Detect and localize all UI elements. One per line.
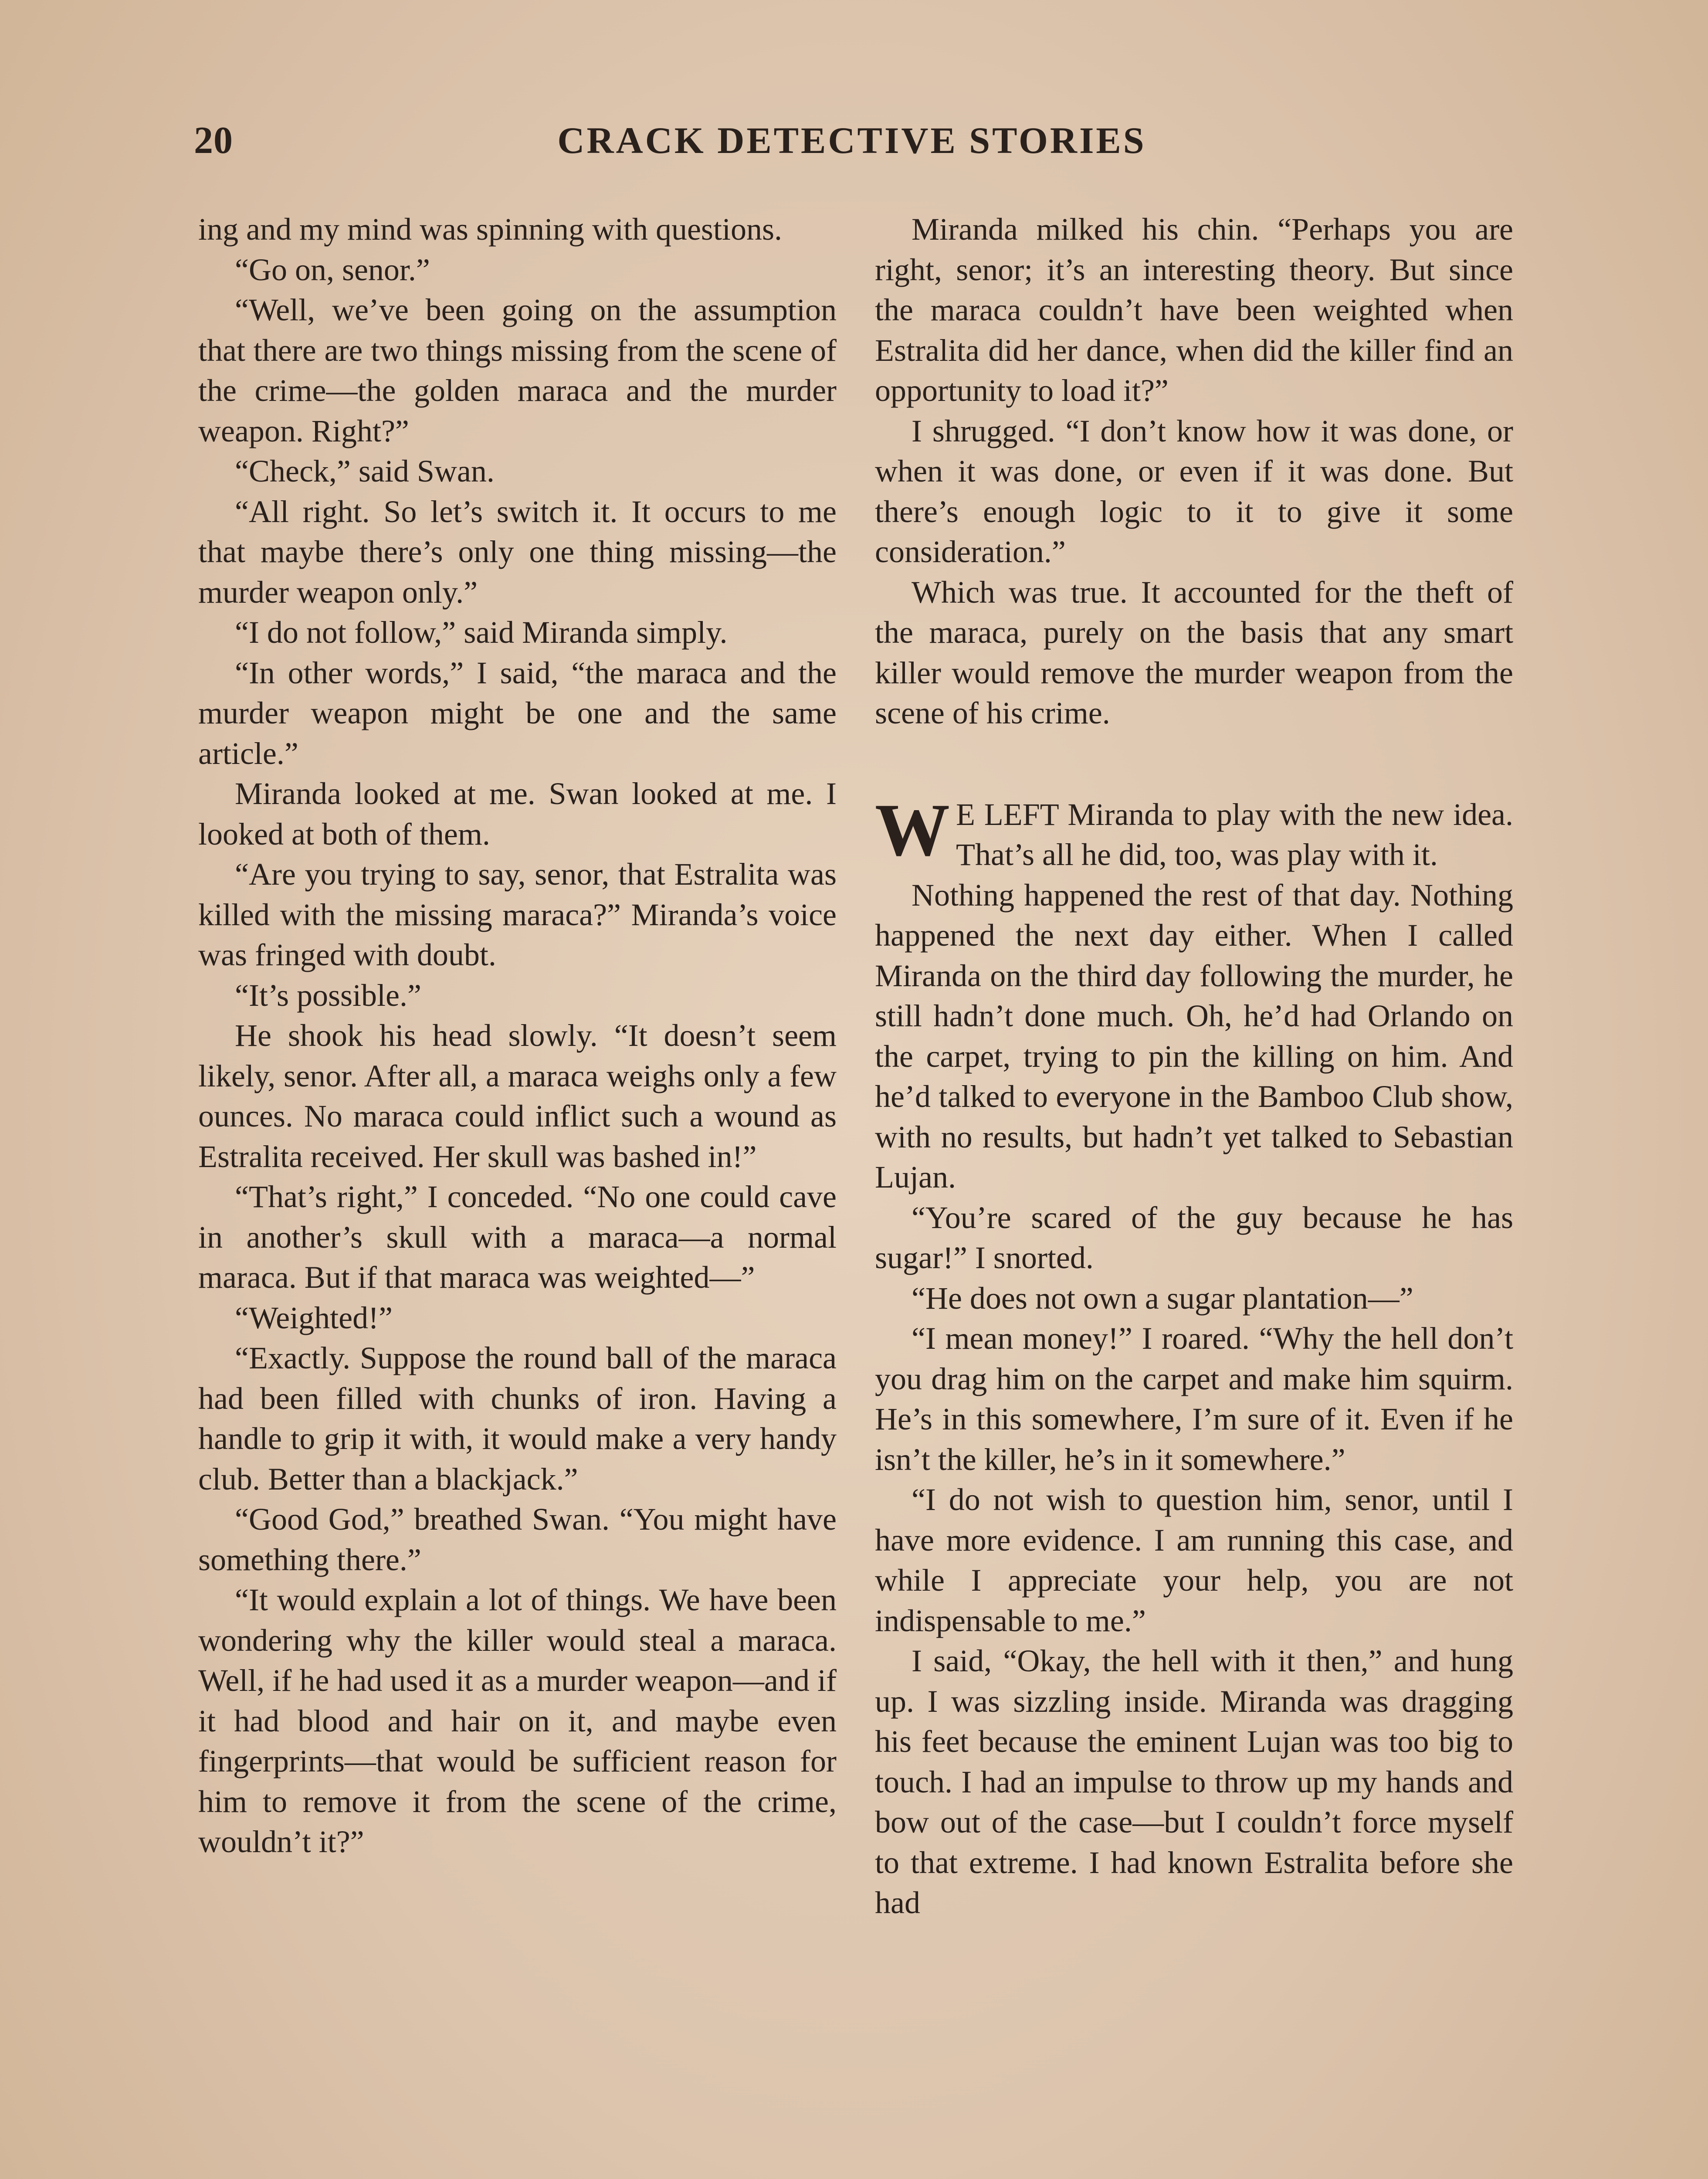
paragraph: Which was true. It accounted for the theft of the maraca, purely on the basis that any smart killer would remove the murder weapon from the scene of his crime. — [875, 574, 1513, 730]
paragraph: I shrugged. “I don’t know how it was done, or when it was done, or even if it was done. But there’s enough logic to it to give it some consideration.” — [875, 413, 1513, 569]
section-opening-text: E LEFT Miranda to play with the new idea. That’s all he did, too, was play with it. — [956, 797, 1513, 872]
paragraph: “Weighted!” — [235, 1300, 393, 1335]
paragraph: “I do not wish to question him, senor, until I have more evidence. I am running this case, and while I appreciate your help, you are not indispensable to me.” — [875, 1482, 1513, 1638]
left-column — [198, 209, 837, 2179]
paragraph: He shook his head slowly. “It doesn’t seem likely, senor. After all, a maraca weighs only a few ounces. No maraca could inflict such a wound as Estralita received. Her skull was bashed in!” — [198, 1018, 837, 1174]
paragraph: Miranda milked his chin. “Perhaps you are right, senor; it’s an interesting theory. But since the maraca couldn’t have been weighted when Estralita did her dance, when did the killer find an opportunity to load it?” — [875, 212, 1513, 408]
page-number: 20 — [194, 119, 233, 162]
paragraph: “He does not own a sugar plantation—” — [912, 1280, 1413, 1316]
paragraph: “It’s possible.” — [235, 977, 421, 1013]
paragraph: “I do not follow,” said Miranda simply. — [235, 615, 728, 650]
paragraph: “All right. So let’s switch it. It occurs to me that maybe there’s only one thing missing—the murder weapon only.” — [198, 494, 837, 610]
paragraph: I said, “Okay, the hell with it then,” and hung up. I was sizzling inside. Miranda was dragging his feet because the eminent Lujan was too big to touch. I had an impulse to throw up my hands and bow out of the case—but I couldn’t force myself to that extreme. I had known Estralita before she had — [875, 1643, 1513, 1920]
paragraph: “You’re scared of the guy because he has sugar!” I snorted. — [875, 1200, 1513, 1275]
section-opening-paragraph — [875, 788, 1513, 875]
paragraph: “It would explain a lot of things. We have been wondering why the killer would steal a maraca. Well, if he had used it as a murder weapon—and if it had blood and hair on it, and maybe even fingerprints—that would be sufficient reason for him to remove it from the scene of the crime, wouldn’t it?” — [198, 1582, 837, 1859]
paragraph: Nothing happened the rest of that day. Nothing happened the next day either. When I called Miranda on the third day following the murder, he still hadn’t done much. Oh, he’d had Orlando on the carpet, trying to pin the killing on him. And he’d talked to everyone in the Bamboo Club show, with no results, but hadn’t yet talked to Sebastian Lujan. — [875, 877, 1513, 1195]
paragraph: Miranda looked at me. Swan looked at me. I looked at both of them. — [198, 776, 837, 852]
paragraph: “Good God,” breathed Swan. “You might have something there.” — [198, 1502, 837, 1577]
paragraph: “Go on, senor.” — [235, 252, 430, 287]
drop-cap: W — [875, 788, 950, 872]
running-title: CRACK DETECTIVE STORIES — [557, 119, 1146, 161]
paragraph: “I mean money!” I roared. “Why the hell don’t you drag him on the carpet and make him squirm. He’s in this somewhere, I’m sure of it. Even if he isn’t the killer, he’s in it somewhere.” — [875, 1321, 1513, 1477]
right-column — [875, 209, 1513, 2179]
paragraph: “That’s right,” I conceded. “No one could cave in another’s skull with a maraca—a normal maraca. But if that maraca was weighted—” — [198, 1179, 837, 1295]
paragraph: “Are you trying to say, senor, that Estralita was killed with the missing maraca?” Miranda’s voice was fringed with doubt. — [198, 857, 837, 972]
paragraph: “Check,” said Swan. — [235, 454, 495, 489]
paragraph: ing and my mind was spinning with questions. — [198, 212, 782, 247]
page-header — [194, 119, 1510, 171]
paragraph: “Exactly. Suppose the round ball of the maraca had been filled with chunks of iron. Having a handle to grip it with, it would make a very handy club. Better than a blackjack.” — [198, 1341, 837, 1497]
paragraph: “Well, we’ve been going on the assumption that there are two things missing from the scene of the crime—the golden maraca and the murder weapon. Right?” — [198, 292, 837, 448]
paragraph: “In other words,” I said, “the maraca and the murder weapon might be one and the same article.” — [198, 655, 837, 771]
